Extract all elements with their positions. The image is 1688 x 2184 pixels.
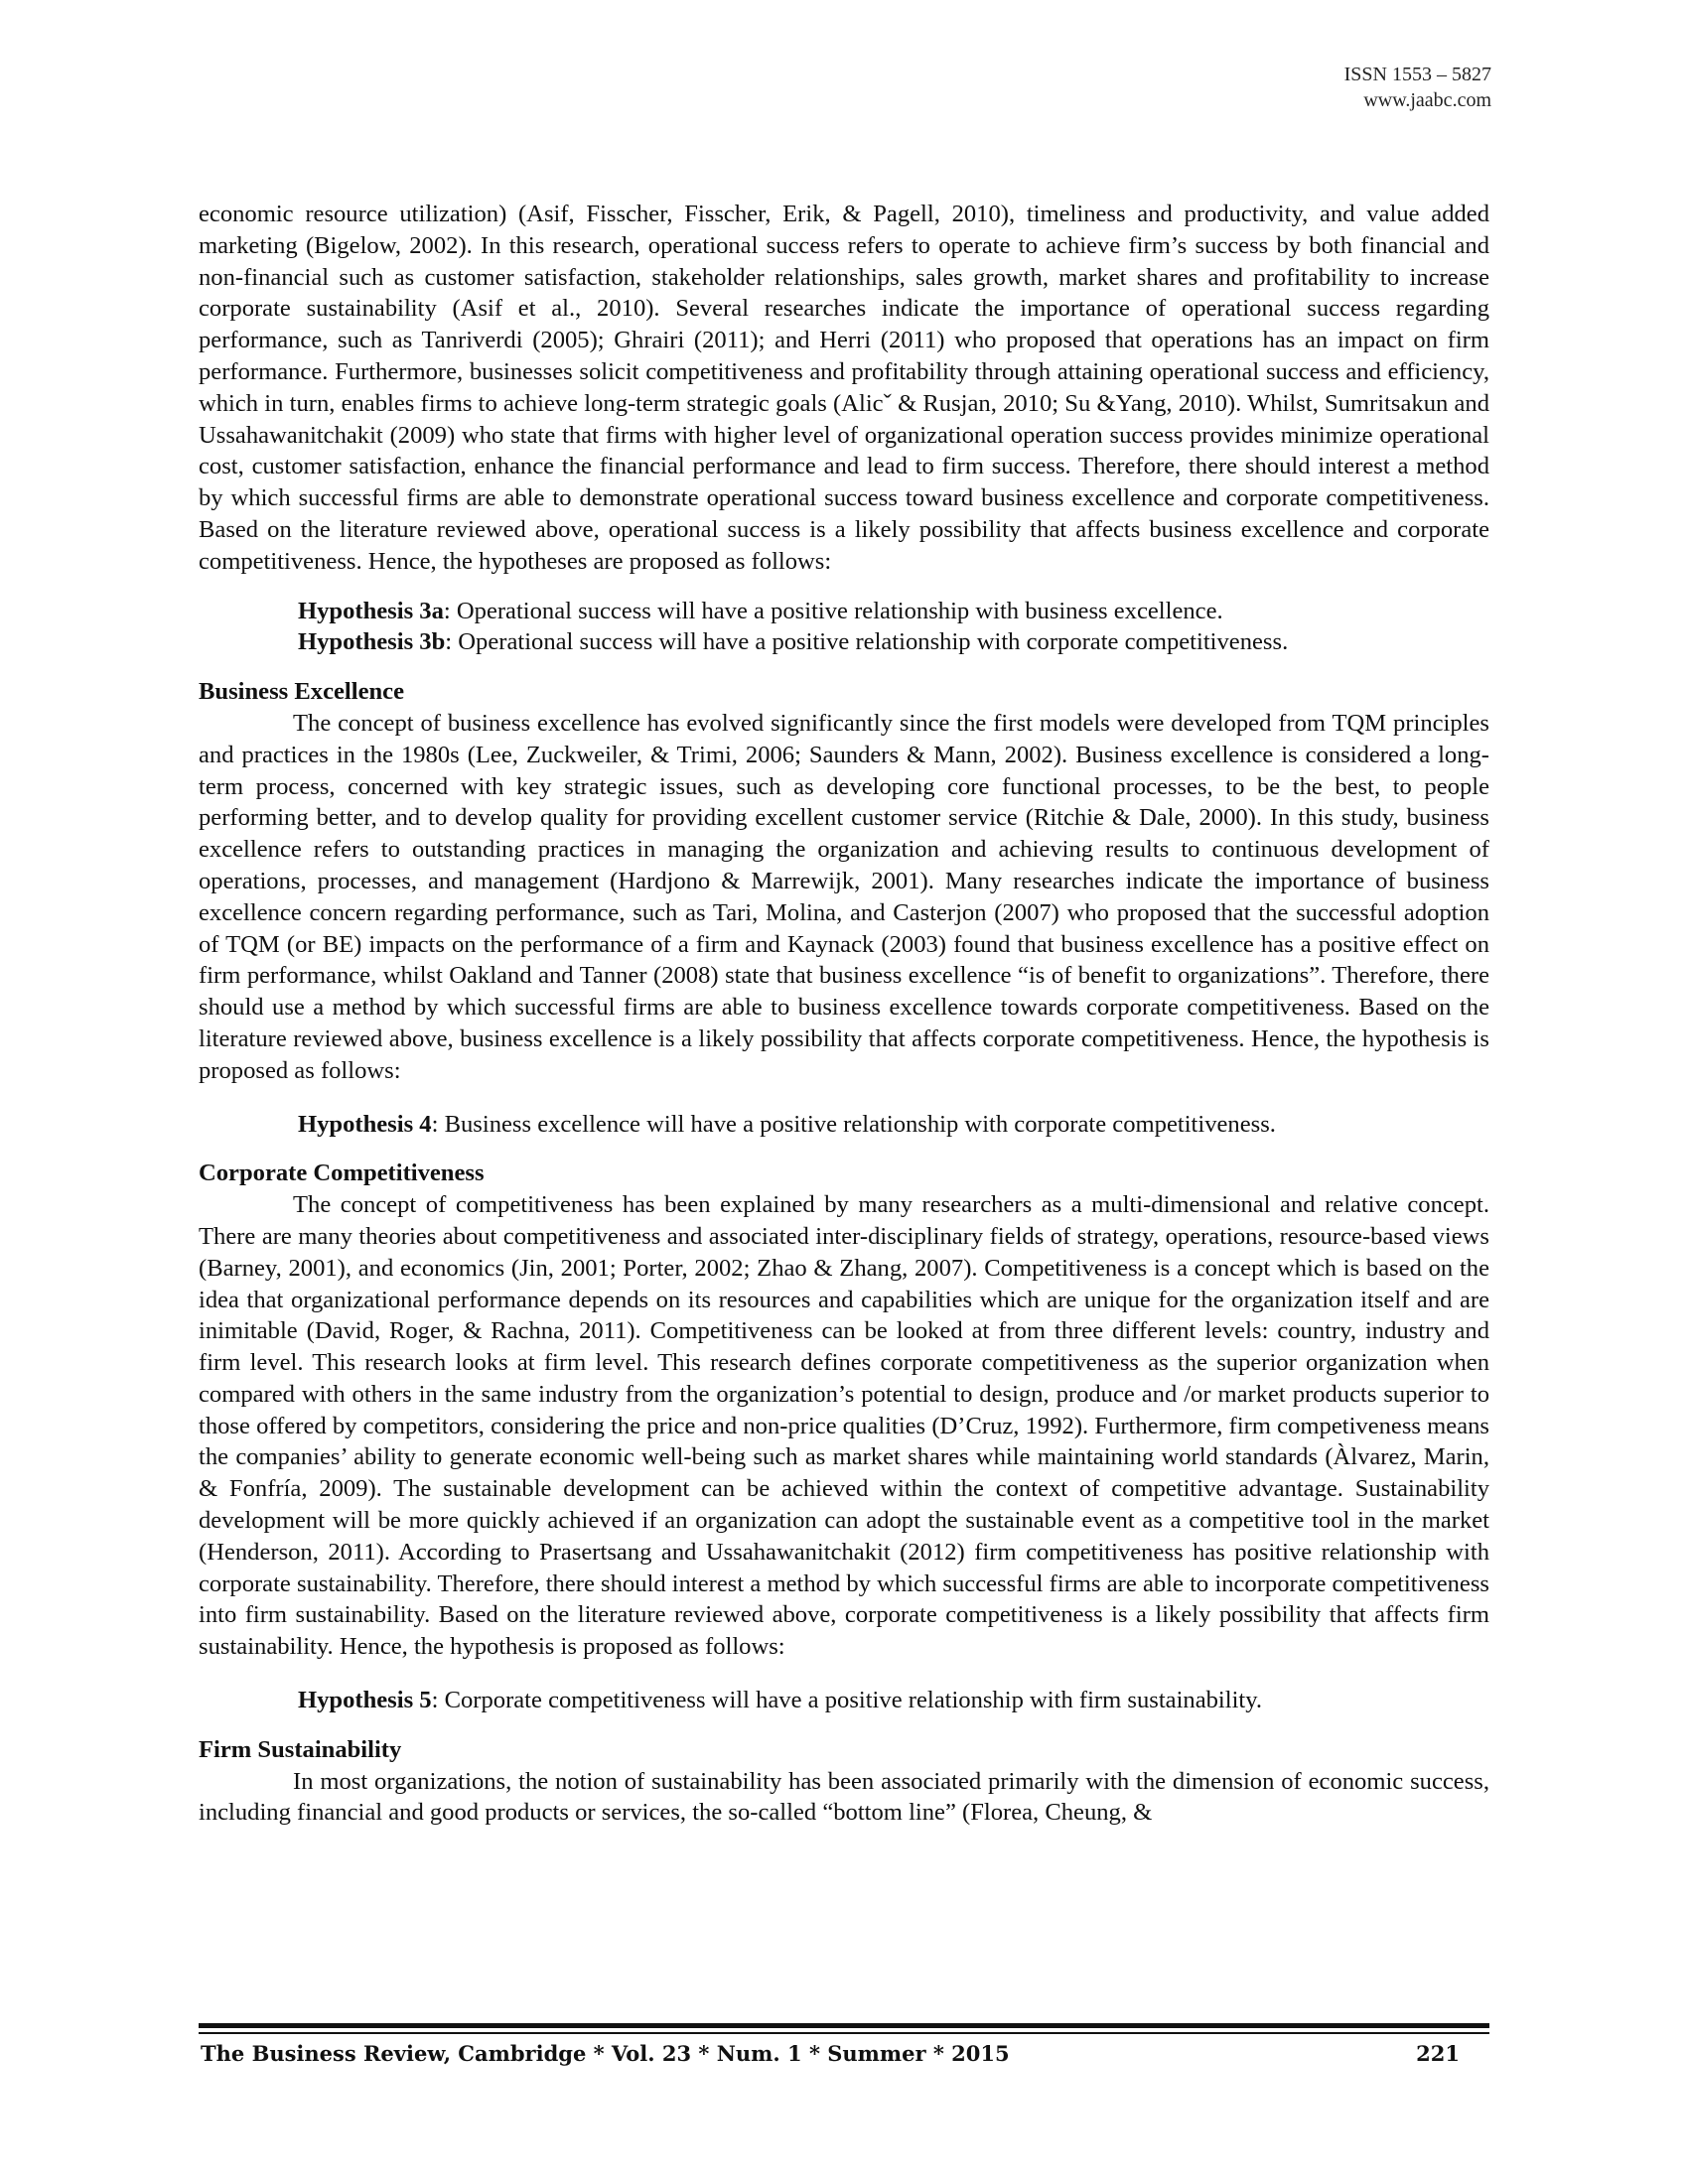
hypothesis-3a — [199, 596, 1489, 627]
heading-firm-sustainability: Firm Sustainability — [199, 1735, 402, 1763]
running-header — [1344, 62, 1491, 113]
hypothesis-3a-label: Hypothesis 3a — [298, 597, 444, 624]
page-body — [199, 199, 1489, 1829]
page-number: 221 — [1416, 2041, 1460, 2066]
hypothesis-3b-text: : Operational success will have a positive relationship with corporate competitiveness. — [445, 628, 1289, 656]
hypothesis-5-text: : Corporate competitiveness will have a positive relationship with firm sustainability. — [431, 1687, 1263, 1714]
hypothesis-3b-label: Hypothesis 3b — [298, 628, 446, 656]
hypothesis-4-label: Hypothesis 4 — [298, 1110, 432, 1138]
journal-url: www.jaabc.com — [1363, 89, 1491, 111]
hypothesis-3b — [199, 626, 1489, 658]
footer-journal-citation: The Business Review, Cambridge * Vol. 23 * Num. 1 * Summer * 2015 — [201, 2041, 1010, 2066]
corporate-competitiveness-paragraph: The concept of competitiveness has been explained by many researchers as a multi-dimensional and relative concept. There are many theories about competitiveness and associated inter-disciplinary fields of strategy, operations, resource-based views (Barney, 2001), and economics (Jin, 2001; Porter, 2002; Zhao & Zhang, 2007). Competitiveness is a concept which is based on the idea that organizational performance depends on its resources and capabilities which are unique for the organization itself and are inimitable (David, Roger, & Rachna, 2011). Competitiveness can be looked at from three different levels: country, industry and firm level. This research looks at firm level. This research defines corporate competitiveness as the superior organization when compared with others in the same industry from the organization’s potential to design, produce and /or market products superior to those offered by competitors, considering the price and non-price qualities (D’Cruz, 1992). Furthermore, firm competiveness means the companies’ ability to generate economic well-being such as market shares while maintaining world standards (Àlvarez, Marin, & Fonfría, 2009). The sustainable development can be achieved within the context of competitive advantage. Sustainability development will be more quickly achieved if an organization can adopt the sustainable event as a competitive tool in the market (Henderson, 2011). According to Prasertsang and Ussahawanitchakit (2012) firm competitiveness has positive relationship with corporate sustainability. Therefore, there should interest a method by which successful firms are able to incorporate competitiveness into firm sustainability. Based on the literature reviewed above, corporate competitiveness is a likely possibility that affects firm sustainability. Hence, the hypothesis is proposed as follows: — [199, 1191, 1489, 1661]
hypothesis-5 — [199, 1685, 1489, 1716]
hypothesis-3a-text: : Operational success will have a positive relationship with business excellence. — [443, 597, 1223, 624]
heading-business-excellence: Business Excellence — [199, 678, 404, 706]
hypothesis-5-label: Hypothesis 5 — [298, 1687, 432, 1714]
hypothesis-4-text: : Business excellence will have a positive relationship with corporate competitiveness. — [431, 1110, 1276, 1138]
heading-corporate-competitiveness: Corporate Competitiveness — [199, 1160, 485, 1187]
footer-rule-thick — [199, 2023, 1489, 2028]
issn-text: ISSN 1553 – 5827 — [1343, 64, 1491, 85]
firm-sustainability-paragraph: In most organizations, the notion of sustainability has been associated primarily with the dimension of economic success, including financial and good products or services, the so-called “bottom line” (Florea, Cheung, & — [199, 1767, 1489, 1827]
footer-rule-thin — [199, 2032, 1489, 2034]
business-excellence-paragraph: The concept of business excellence has evolved significantly since the first models were developed from TQM principles and practices in the 1980s (Lee, Zuckweiler, & Trimi, 2006; Saunders & Mann, 2002). Business excellence is considered a long-term process, concerned with key strategic issues, such as developing core functional processes, to be the best, to people performing better, and to develop quality for providing excellent customer service (Ritchie & Dale, 2000). In this study, business excellence refers to outstanding practices in managing the organization and achieving results to continuous development of operations, processes, and management (Hardjono & Marrewijk, 2001). Many researches indicate the importance of business excellence concern regarding performance, such as Tari, Molina, and Casterjon (2007) who proposed that the successful adoption of TQM (or BE) impacts on the performance of a firm and Kaynack (2003) found that business excellence has a positive effect on firm performance, whilst Oakland and Tanner (2008) state that business excellence “is of benefit to organizations”. Therefore, there should use a method by which successful firms are able to business excellence towards corporate competitiveness. Based on the literature reviewed above, business excellence is a likely possibility that affects corporate competitiveness. Hence, the hypothesis is proposed as follows: — [199, 709, 1489, 1084]
hypothesis-4 — [199, 1109, 1489, 1141]
intro-paragraph: economic resource utilization) (Asif, Fisscher, Fisscher, Erik, & Pagell, 2010), timeliness and productivity, and value added marketing (Bigelow, 2002). In this research, operational success refers to operate to achieve firm’s success by both financial and non-financial such as customer satisfaction, stakeholder relationships, sales growth, market shares and profitability to increase corporate sustainability (Asif et al., 2010). Several researches indicate the importance of operational success regarding performance, such as Tanriverdi (2005); Ghrairi (2011); and Herri (2011) who proposed that operations has an impact on firm performance. Furthermore, businesses solicit competitiveness and profitability through attaining operational success and efficiency, which in turn, enables firms to achieve long-term strategic goals (Alicˇ & Rusjan, 2010; Su &Yang, 2010). Whilst, Sumritsakun and Ussahawanitchakit (2009) who state that firms with higher level of organizational operation success provides minimize operational cost, customer satisfaction, enhance the financial performance and lead to firm success. Therefore, there should interest a method by which successful firms are able to demonstrate operational success toward business excellence and corporate competitiveness. Based on the literature reviewed above, operational success is a likely possibility that affects business excellence and corporate competitiveness. Hence, the hypotheses are proposed as follows: — [199, 201, 1489, 575]
